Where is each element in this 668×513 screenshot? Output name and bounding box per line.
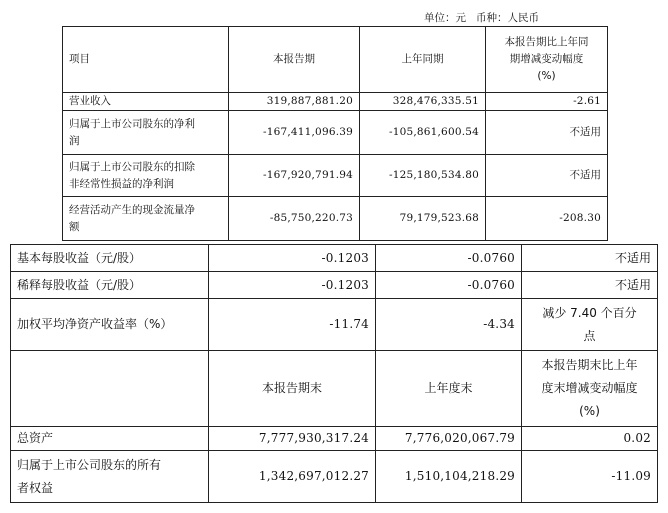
- table-row: [63, 111, 608, 155]
- row-label: [11, 427, 209, 451]
- table-row: [11, 299, 658, 351]
- row-label-line2: 润: [69, 134, 80, 147]
- header-period-end: 本报告期末: [209, 351, 376, 427]
- row-prior-value: 328,476,335.51: [360, 93, 486, 111]
- table-row: [63, 155, 608, 197]
- row-label: [63, 111, 229, 155]
- row-current-value: -0.1203: [209, 272, 376, 299]
- row-change-value: -11.09: [522, 451, 658, 503]
- table-row: [11, 245, 658, 272]
- row-label: [63, 197, 229, 241]
- row-change-value: -208.30: [486, 197, 608, 241]
- unit-label: 单位：元: [424, 12, 466, 24]
- header-change-line2: 期增减变动幅度: [509, 53, 584, 65]
- row-label-line1: 营业收入: [69, 95, 111, 107]
- header-prior-year-end: 上年度末: [376, 351, 522, 427]
- row-label-line1: 经营活动产生的现金流量净: [69, 203, 195, 216]
- table-row: [63, 197, 608, 241]
- row-label-line1: 归属于上市公司股东的净利: [69, 117, 195, 130]
- row-change-value: 不适用: [522, 245, 658, 272]
- header-blank: [11, 351, 209, 427]
- header-change-line1: 本报告期比上年同: [504, 36, 589, 48]
- row-label-line1: 归属于上市公司股东的扣除: [69, 160, 195, 173]
- table-row: [11, 427, 658, 451]
- table-row: [11, 451, 658, 503]
- header-change-line3: (%): [579, 404, 600, 418]
- header-item: 项目: [63, 27, 229, 93]
- row-label-line1: 归属于上市公司股东的所有: [17, 457, 162, 472]
- row-label-line2: 额: [69, 220, 80, 233]
- row-change-value: [522, 299, 658, 351]
- row-label-line2: 者权益: [17, 480, 54, 495]
- unit-currency-line: [424, 10, 668, 26]
- row-change-value: 0.02: [522, 427, 658, 451]
- row-change-line1: 减少 7.40 个百分: [542, 305, 637, 320]
- row-current-value: -11.74: [209, 299, 376, 351]
- table-header-row: [63, 27, 608, 93]
- row-label: 基本每股收益（元/股）: [11, 245, 209, 272]
- row-current-value: 7,777,930,317.24: [209, 427, 376, 451]
- row-change-line2: 点: [583, 328, 596, 343]
- row-label: [63, 155, 229, 197]
- row-prior-value: -0.0760: [376, 245, 522, 272]
- header-prior-period: 上年同期: [360, 27, 486, 93]
- currency-label: 币种：人民币: [476, 12, 540, 24]
- row-current-value: 319,887,881.20: [229, 93, 360, 111]
- row-prior-value: -4.34: [376, 299, 522, 351]
- row-label: [63, 93, 229, 111]
- row-current-value: -167,411,096.39: [229, 111, 360, 155]
- header-change-line1: 本报告期末比上年: [541, 358, 638, 372]
- row-prior-value: -125,180,534.80: [360, 155, 486, 197]
- row-change-value: 不适用: [486, 111, 608, 155]
- row-label: 加权平均净资产收益率（%）: [11, 299, 209, 351]
- row-current-value: -85,750,220.73: [229, 197, 360, 241]
- row-change-value: -2.61: [486, 93, 608, 111]
- row-prior-value: -0.0760: [376, 272, 522, 299]
- header-current-period: 本报告期: [229, 27, 360, 93]
- row-label: 稀释每股收益（元/股）: [11, 272, 209, 299]
- row-label-line2: 非经常性损益的净利润: [69, 177, 174, 190]
- row-change-value: 不适用: [486, 155, 608, 197]
- header-change: [486, 27, 608, 93]
- row-current-value: 1,342,697,012.27: [209, 451, 376, 503]
- key-financials-table: [62, 26, 608, 241]
- per-share-and-equity-table: [10, 244, 658, 503]
- row-change-value: 不适用: [522, 272, 658, 299]
- row-prior-value: 1,510,104,218.29: [376, 451, 522, 503]
- row-label: [11, 451, 209, 503]
- row-current-value: -167,920,791.94: [229, 155, 360, 197]
- table-header-row: [11, 351, 658, 427]
- row-label-line1: 总资产: [17, 431, 54, 445]
- header-change-line2: 度末增减变动幅度: [541, 381, 638, 395]
- table-row: [11, 272, 658, 299]
- header-change-line3: (%): [537, 70, 556, 82]
- row-prior-value: 79,179,523.68: [360, 197, 486, 241]
- header-change: [522, 351, 658, 427]
- table-row: [63, 93, 608, 111]
- row-prior-value: 7,776,020,067.79: [376, 427, 522, 451]
- row-prior-value: -105,861,600.54: [360, 111, 486, 155]
- row-current-value: -0.1203: [209, 245, 376, 272]
